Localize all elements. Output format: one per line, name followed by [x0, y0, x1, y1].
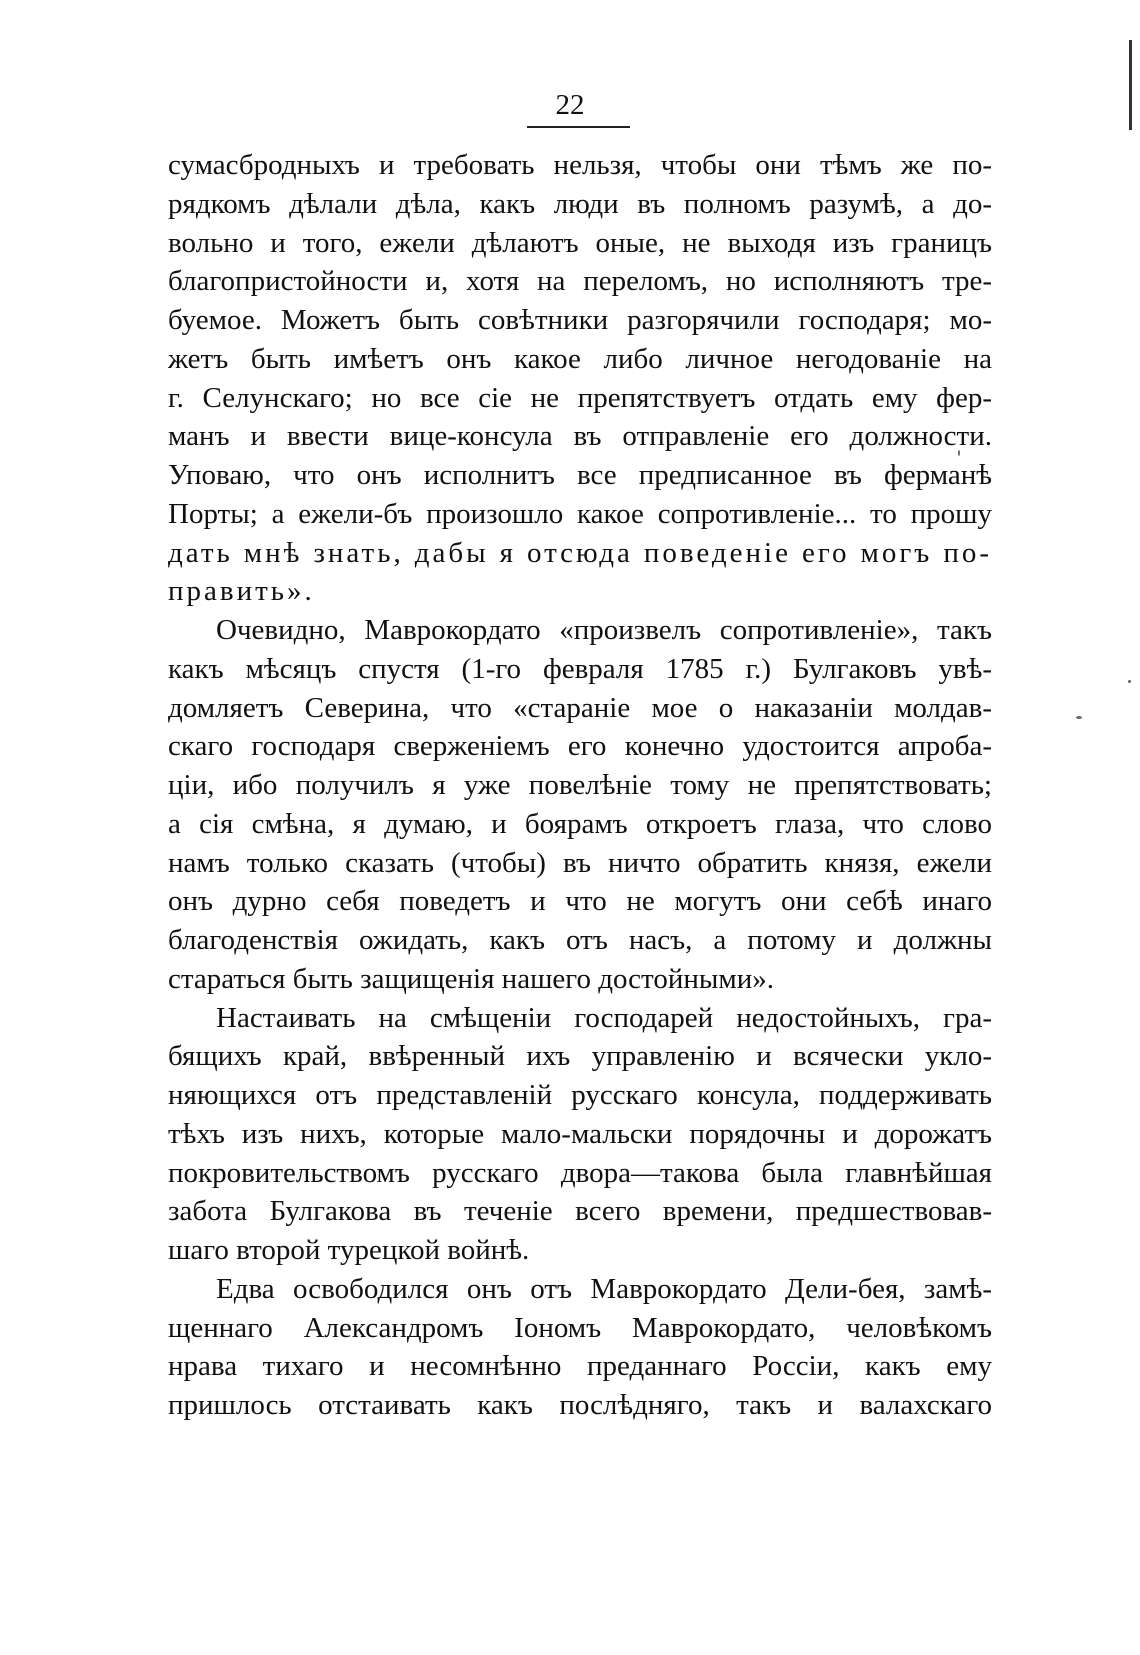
- text-line: шаго второй турецкой войнѣ.: [168, 1234, 530, 1266]
- text-line: Едва освободился онъ отъ Маврокордато Дели-бея, замѣ-: [216, 1272, 992, 1305]
- paragraph-3: [168, 999, 992, 1270]
- paragraph-2: [168, 611, 992, 999]
- text-line: бящихъ край, ввѣренный ихъ управленію и всячески укло-: [168, 1040, 992, 1073]
- text-line: покровительствомъ русскаго двора—такова была главнѣйшая: [168, 1156, 992, 1189]
- text-line: Очевидно, Маврокордато «произвелъ сопротивленіе», такъ: [216, 614, 992, 646]
- text-line: Порты; а ежели-бъ произошло какое сопротивленіе... то прошу: [168, 497, 992, 530]
- text-line: буемое. Можетъ быть совѣтники разгорячили господаря; мо-: [168, 304, 992, 336]
- page-number: 22: [555, 89, 585, 121]
- page-body: [168, 146, 992, 1425]
- text-line: сумасбродныхъ и требовать нельзя, чтобы они тѣмъ же по-: [168, 149, 992, 181]
- text-line: ціи, ибо получилъ я уже повелѣніе тому не препятствовать;: [168, 769, 992, 801]
- text-line: щеннаго Александромъ Іономъ Маврокордато, человѣкомъ: [168, 1311, 992, 1344]
- text-line: пришлось отстаивать какъ послѣдняго, такъ и валахскаго: [168, 1389, 992, 1421]
- text-line: Уповаю, что онъ исполнитъ все предписанное въ ферманѣ: [168, 459, 992, 491]
- text-line: дать мнѣ знать, дабы я отсюда поведеніе его могъ по-: [168, 536, 992, 569]
- text-line: няющихся отъ представленій русскаго консула, поддерживать: [168, 1079, 992, 1111]
- page-number-rule: [527, 126, 630, 128]
- text-line: жетъ быть имѣетъ онъ какое либо личное негодованіе на: [168, 342, 992, 375]
- text-line: править».: [168, 575, 315, 608]
- text-line: онъ дурно себя поведетъ и что не могутъ они себѣ инаго: [168, 885, 992, 918]
- text-line: забота Булгакова въ теченіе всего времени, предшествовав-: [168, 1195, 992, 1228]
- text-line: рядкомъ дѣлали дѣла, какъ люди въ полномъ разумѣ, а до-: [168, 187, 992, 220]
- text-line: манъ и ввести вице-консула въ отправленіе его должности.: [168, 420, 992, 453]
- text-line: а сія смѣна, я думаю, и боярамъ откроетъ глаза, что слово: [168, 807, 992, 840]
- text-line: тѣхъ изъ нихъ, которые мало-мальски порядочны и дорожатъ: [168, 1117, 992, 1150]
- paragraph-4: [168, 1270, 992, 1425]
- text-line: нрава тихаго и несомнѣнно преданнаго Россіи, какъ ему: [168, 1350, 992, 1383]
- text-line: домляетъ Северина, что «стараніе мое о наказаніи молдав-: [168, 691, 992, 724]
- text-line: стараться быть защищенія нашего достойными».: [168, 962, 774, 995]
- paragraph-1: [168, 146, 992, 611]
- text-line: благопристойности и, хотя на переломъ, но исполняютъ тре-: [168, 265, 992, 298]
- text-line: намъ только сказать (чтобы) въ ничто обратить князя, ежели: [168, 846, 992, 879]
- scan-speck: [1076, 716, 1082, 719]
- text-line: какъ мѣсяцъ спустя (1-го февраля 1785 г.) Булгаковъ увѣ-: [168, 652, 992, 685]
- text-line: вольно и того, ежели дѣлаютъ оные, не выходя изъ границъ: [168, 226, 992, 259]
- text-line: г. Селунскаго; но все сіе не препятствуетъ отдать ему фер-: [168, 381, 992, 414]
- text-line: благоденствія ожидать, какъ отъ насъ, а потому и должны: [168, 924, 992, 956]
- text-line: Настаивать на смѣщеніи господарей недостойныхъ, гра-: [216, 1001, 992, 1034]
- scan-speck: [1128, 680, 1131, 683]
- text-line: скаго господаря сверженіемъ его конечно удостоится апроба-: [168, 730, 992, 763]
- scan-edge-mark: [1129, 40, 1132, 130]
